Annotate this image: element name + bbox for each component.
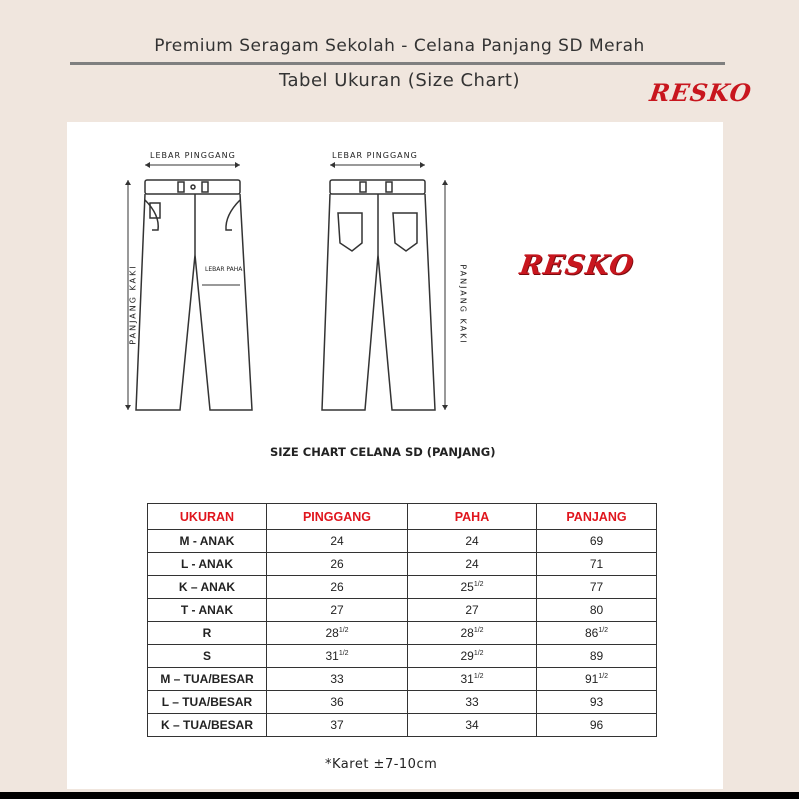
cell-size: L – TUA/BESAR <box>148 691 267 714</box>
waist-label-front: LEBAR PINGGANG <box>150 151 236 160</box>
cell-pinggang: 27 <box>267 599 408 622</box>
header-panjang: PANJANG <box>537 504 657 530</box>
cell-size: K – ANAK <box>148 576 267 599</box>
divider <box>70 62 725 65</box>
bottom-bar <box>0 792 799 799</box>
cell-panjang: 69 <box>537 530 657 553</box>
table-row <box>148 645 657 668</box>
table-row <box>148 622 657 645</box>
thigh-label: LEBAR PAHA <box>205 266 243 273</box>
cell-pinggang: 37 <box>267 714 408 737</box>
cell-panjang: 89 <box>537 645 657 668</box>
cell-panjang: 71 <box>537 553 657 576</box>
cell-panjang: $86^{1/2}$ <box>537 622 657 645</box>
size-table <box>147 503 657 737</box>
cell-panjang: $91^{1/2}$ <box>537 668 657 691</box>
table-row <box>148 576 657 599</box>
brand-logo-main: RESKO <box>517 250 636 281</box>
cell-paha: $25^{1/2}$ <box>408 576 537 599</box>
length-label-back: PANJANG KAKI <box>458 264 468 345</box>
header-paha: PAHA <box>408 504 537 530</box>
cell-paha: 24 <box>408 530 537 553</box>
back-pants-drawing <box>322 180 435 410</box>
cell-panjang: 77 <box>537 576 657 599</box>
cell-pinggang: 24 <box>267 530 408 553</box>
header-pinggang: PINGGANG <box>267 504 408 530</box>
cell-pinggang: 33 <box>267 668 408 691</box>
brand-logo-top: RESKO <box>647 78 754 107</box>
elastic-note: *Karet ±7-10cm <box>325 757 438 772</box>
cell-paha: $29^{1/2}$ <box>408 645 537 668</box>
table-row <box>148 599 657 622</box>
cell-size: M – TUA/BESAR <box>148 668 267 691</box>
cell-paha: 24 <box>408 553 537 576</box>
size-chart-title: SIZE CHART CELANA SD (PANJANG) <box>270 445 496 459</box>
cell-size: R <box>148 622 267 645</box>
cell-paha: 27 <box>408 599 537 622</box>
cell-pinggang: $28^{1/2}$ <box>267 622 408 645</box>
cell-pinggang: 26 <box>267 576 408 599</box>
waist-label-back: LEBAR PINGGANG <box>332 151 418 160</box>
cell-paha: 34 <box>408 714 537 737</box>
table-row <box>148 668 657 691</box>
page-title: Premium Seragam Sekolah - Celana Panjang SD Merah <box>154 36 645 56</box>
cell-pinggang: 26 <box>267 553 408 576</box>
front-pants-drawing <box>136 180 252 410</box>
cell-size: M - ANAK <box>148 530 267 553</box>
cell-pinggang: 36 <box>267 691 408 714</box>
cell-panjang: 96 <box>537 714 657 737</box>
pants-diagram <box>100 145 480 420</box>
cell-paha: $31^{1/2}$ <box>408 668 537 691</box>
cell-size: S <box>148 645 267 668</box>
cell-paha: $28^{1/2}$ <box>408 622 537 645</box>
cell-panjang: 93 <box>537 691 657 714</box>
table-row <box>148 691 657 714</box>
cell-size: L - ANAK <box>148 553 267 576</box>
cell-size: T - ANAK <box>148 599 267 622</box>
cell-paha: 33 <box>408 691 537 714</box>
table-row <box>148 714 657 737</box>
table-header-row <box>148 504 657 530</box>
cell-size: K – TUA/BESAR <box>148 714 267 737</box>
table-row <box>148 530 657 553</box>
cell-panjang: 80 <box>537 599 657 622</box>
table-row <box>148 553 657 576</box>
cell-pinggang: $31^{1/2}$ <box>267 645 408 668</box>
header-ukuran: UKURAN <box>148 504 267 530</box>
page-subtitle: Tabel Ukuran (Size Chart) <box>279 70 520 91</box>
length-label-front: PANJANG KAKI <box>128 264 138 345</box>
